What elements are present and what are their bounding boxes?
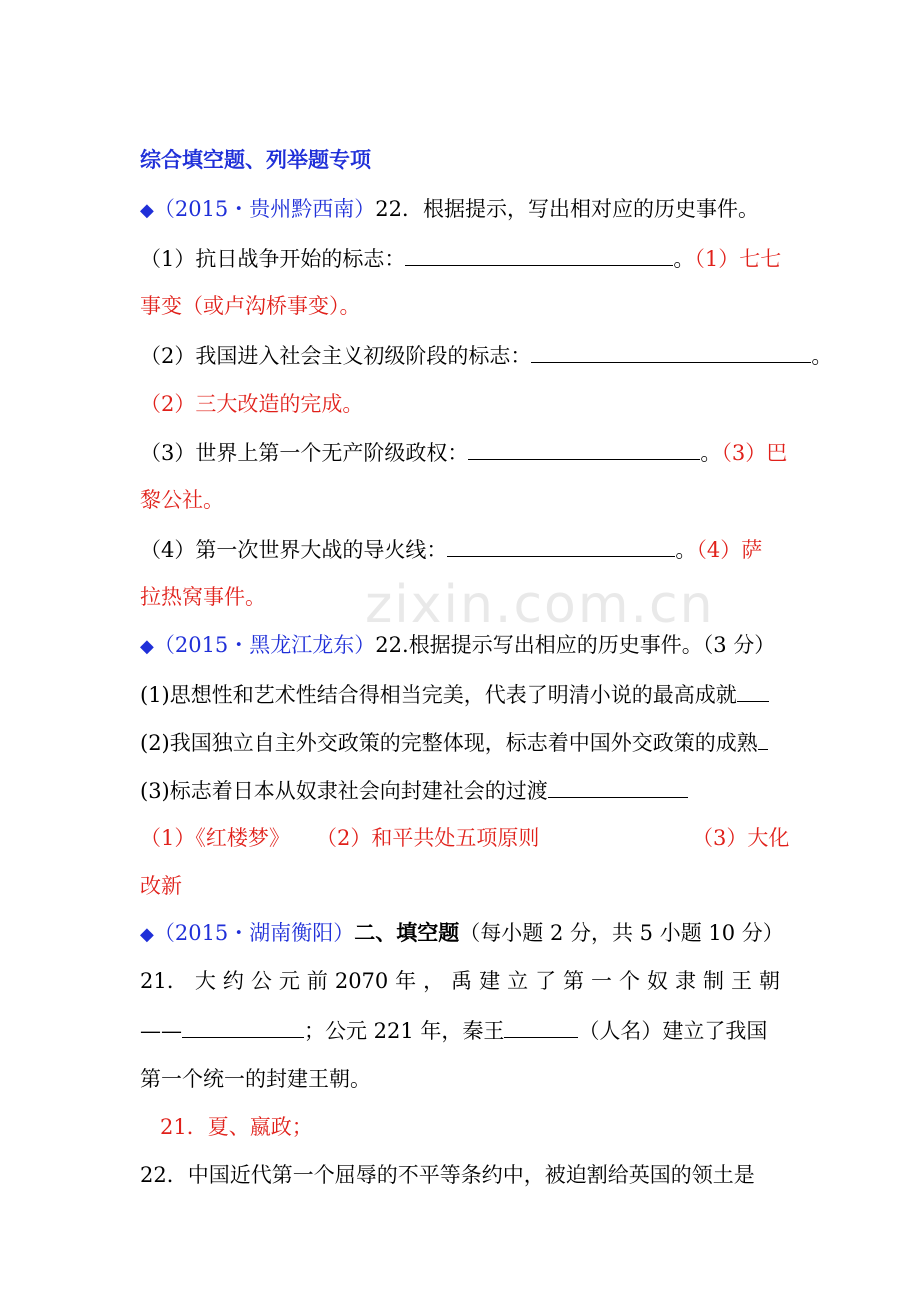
q1-header xyxy=(140,196,759,224)
watermark-text: zixin.com.cn xyxy=(365,575,715,635)
q3-q21-blank-1[interactable] xyxy=(182,1017,304,1038)
q2-item-2 xyxy=(140,729,768,756)
q3-q21-mid: ；公元 221 年，秦王 xyxy=(304,1019,505,1043)
diamond-bullet-icon: ◆ xyxy=(140,924,154,945)
q1-item-2-prompt: （2）我国进入社会主义初级阶段的标志： xyxy=(140,344,532,368)
q1-item-4-end: 。 xyxy=(675,538,697,562)
q1-item-3 xyxy=(140,439,787,466)
q1-intro: 22．根据提示，写出相对应的历史事件。 xyxy=(375,197,760,221)
q2-item-1-blank[interactable] xyxy=(737,681,769,702)
q1-item-1-answer-a: （1）七七 xyxy=(694,247,782,271)
q1-item-3-prompt: （3）世界上第一个无产阶级政权： xyxy=(140,441,469,465)
q3-section-note: （每小题 2 分，共 5 小题 10 分） xyxy=(459,921,784,945)
q1-item-4 xyxy=(140,536,762,563)
q1-item-1-prompt: （1）抗日战争开始的标志： xyxy=(140,247,406,271)
q3-q21-dash: —— xyxy=(140,1019,182,1043)
q1-item-4-answer-a: （4）萨 xyxy=(696,538,763,562)
q2-source: （2015・黑龙江龙东） xyxy=(153,633,376,657)
q3-q21-line3: 第一个统一的封建王朝。 xyxy=(140,1067,371,1091)
q1-item-2-blank[interactable] xyxy=(531,342,811,363)
q1-item-1-blank[interactable] xyxy=(405,245,673,266)
q1-item-4-answer-b: 拉热窝事件。 xyxy=(140,585,266,609)
q2-header xyxy=(140,632,775,660)
q2-item-1-text: (1)思想性和艺术性结合得相当完美，代表了明清小说的最高成就 xyxy=(140,683,737,707)
q1-item-3-blank[interactable] xyxy=(468,439,700,460)
q1-item-1-answer-b: 事变（或卢沟桥事变）。 xyxy=(140,294,361,318)
q2-intro: 22.根据提示写出相应的历史事件。（3 分） xyxy=(375,633,776,657)
q1-item-2-end: 。 xyxy=(811,344,833,368)
diamond-bullet-icon: ◆ xyxy=(140,200,154,221)
q3-q21-answer: 21．夏、嬴政； xyxy=(160,1115,313,1139)
q2-answer-1: （1）《红楼梦》 xyxy=(140,826,290,850)
q1-item-1-end: 。 xyxy=(673,247,695,271)
q2-answers xyxy=(140,825,790,851)
q3-q21-line1: 21． 大 约 公 元 前 2070 年 ， 禹 建 立 了 第 一 个 奴 隶 制 王 朝 xyxy=(140,969,780,993)
q3-q21-line2 xyxy=(140,1017,767,1044)
q3-section: 二、填空题 xyxy=(354,920,460,945)
q1-item-3-answer-b: 黎公社。 xyxy=(140,488,224,512)
q3-q22-line1: 22．中国近代第一个屈辱的不平等条约中，被迫割给英国的领土是 xyxy=(140,1163,755,1187)
q3-q21-end: （人名）建立了我国 xyxy=(578,1019,768,1043)
q2-item-1 xyxy=(140,681,769,708)
q1-item-1 xyxy=(140,245,781,272)
q1-item-3-answer-a: （3）巴 xyxy=(721,441,788,465)
q1-source: （2015・贵州黔西南） xyxy=(153,197,376,221)
q1-item-2-answer: （2）三大改造的完成。 xyxy=(140,392,364,416)
page-heading: 综合填空题、列举题专项 xyxy=(140,147,371,172)
diamond-bullet-icon: ◆ xyxy=(140,636,154,657)
q2-answer-3: （3）大化 xyxy=(692,826,790,850)
q2-item-3-text: (3)标志着日本从奴隶社会向封建社会的过渡 xyxy=(140,779,548,803)
q2-item-3-blank[interactable] xyxy=(548,777,688,798)
q2-item-3 xyxy=(140,777,688,804)
q3-header xyxy=(140,920,784,948)
q3-source: （2015・湖南衡阳） xyxy=(153,921,355,945)
q2-answer-2: （2）和平共处五项原则 xyxy=(316,826,540,850)
q2-item-2-blank[interactable] xyxy=(758,729,768,750)
q1-item-3-end: 。 xyxy=(700,441,722,465)
q1-item-2 xyxy=(140,342,832,369)
q3-q21-blank-2[interactable] xyxy=(504,1017,578,1038)
q1-item-4-blank[interactable] xyxy=(447,536,675,557)
q1-item-4-prompt: （4）第一次世界大战的导火线： xyxy=(140,538,448,562)
q2-item-2-text: (2)我国独立自主外交政策的完整体现，标志着中国外交政策的成熟 xyxy=(140,731,758,755)
q2-answer-3b: 改新 xyxy=(140,874,182,898)
